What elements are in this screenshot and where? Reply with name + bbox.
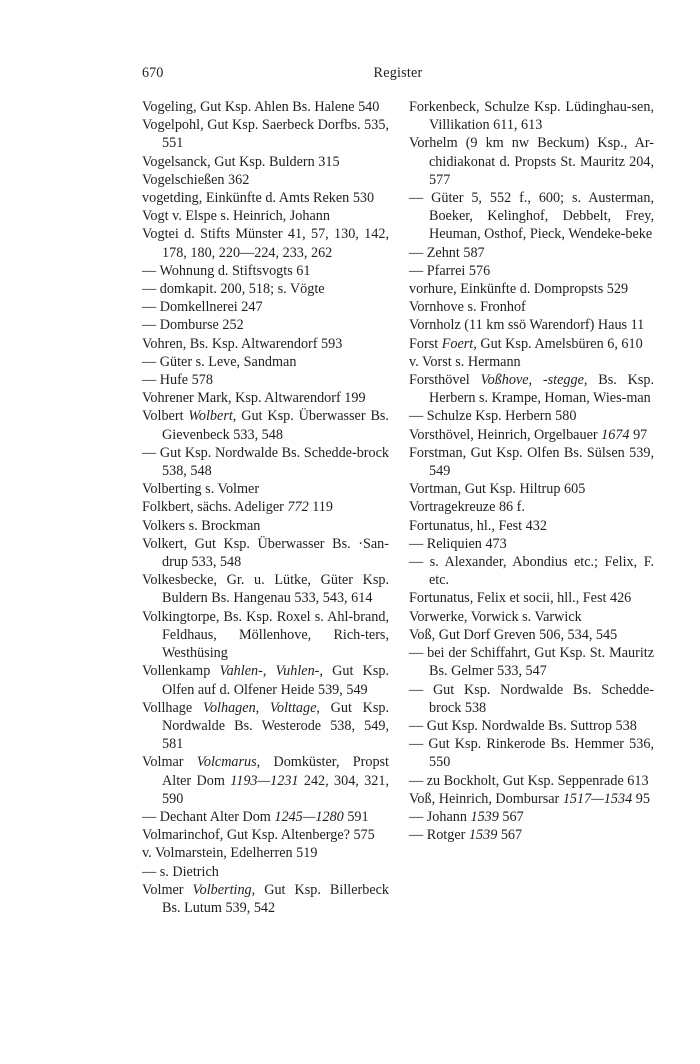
index-entry: — Rotger 1539 567 [409,827,523,844]
index-entry: Vorsthövel, Heinrich, Orgelbauer 1674 97 [409,426,648,443]
index-entry: Volkesbecke, Gr. u. Lütke, Güter Ksp. Buldern Bs. Hangenau 533, 543, 614 [142,572,389,607]
index-entry: vogetding, Einkünfte d. Amts Reken 530 [142,190,375,207]
index-entry: Vollhage Volhagen, Volttage, Gut Ksp. Nordwalde Bs. Westerode 538, 549, 581 [142,699,389,753]
index-entry: Vollenkamp Vahlen-, Vuhlen-, Gut Ksp. Olfen auf d. Olfener Heide 539, 549 [142,663,389,698]
index-entry: Voß, Gut Dorf Greven 506, 534, 545 [409,626,618,643]
index-entry: — Johann 1539 567 [409,808,524,825]
index-entry: v. Vorst s. Hermann [409,353,521,370]
index-entry: Volkert, Gut Ksp. Überwasser Bs. ·San-drup 533, 548 [142,535,389,571]
index-entry: — Gut Ksp. Nordwalde Bs. Suttrop 538 [409,717,637,734]
index-entry: Folkbert, sächs. Adeliger 772 119 [142,499,333,516]
index-entry: Volmer Volberting, Gut Ksp. Billerbeck Bs. Lutum 539, 542 [142,881,390,916]
index-entry: v. Volmarstein, Edelherren 519 [142,845,318,862]
index-entry: Fortunatus, hl., Fest 432 [409,517,547,534]
index-entry: Fortunatus, Felix et socii, hll., Fest 426 [409,590,632,607]
index-column-right [409,98,654,844]
index-column-left [142,98,389,917]
index-entry: — Güter 5, 552 f., 600; s. Austerman, Boeker, Kelinghof, Debbelt, Frey, Heuman, Osthof, Pieck, Wendeke-beke [409,190,654,243]
page-header [142,64,654,84]
running-head: Register [373,65,423,81]
index-entry: — Schulze Ksp. Herbern 580 [409,408,577,425]
index-entry: Vogeling, Gut Ksp. Ahlen Bs. Halene 540 [142,99,380,115]
index-entry: Volmar Volcmarus, Domküster, Propst Alter Dom 1193—1231 242, 304, 321, 590 [142,754,390,807]
index-entry: Vorhelm (9 km nw Beckum) Ksp., Ar-chidiakonat d. Propsts St. Mauritz 204, 577 [409,135,654,188]
index-entry: Vogelschießen 362 [142,171,250,188]
index-entry: — Domkellnerei 247 [142,299,263,316]
index-entry: Forsthövel Voßhove, -stegge, Bs. Ksp. Herbern s. Krampe, Homan, Wies-man [409,372,654,407]
index-entry: — s. Dietrich [142,863,219,880]
index-entry: Volkers s. Brockman [142,517,261,534]
index-entry: Volbert Wolbert, Gut Ksp. Überwasser Bs. Gievenbeck 533, 548 [142,408,389,443]
index-entry: — Pfarrei 576 [409,262,491,279]
index-entry: Volberting s. Volmer [142,481,260,498]
index-entry: — Güter s. Leve, Sandman [142,353,297,370]
index-entry: — Gut Ksp. Nordwalde Bs. Schedde-brock 538 [409,681,654,716]
index-entry: Voß, Heinrich, Dombursar 1517—1534 95 [409,790,650,807]
index-entry: Vornhove s. Fronhof [409,299,526,316]
index-entry: Vohrener Mark, Ksp. Altwarendorf 199 [142,390,366,407]
index-entry: Forstman, Gut Ksp. Olfen Bs. Sülsen 539, 549 [409,444,654,480]
index-entry: Volkingtorpe, Bs. Ksp. Roxel s. Ahl-brand, Feldhaus, Möllenhove, Rich-ters, Westhüsing [142,608,389,662]
index-entry: Vorwerke, Vorwick s. Varwick [409,608,582,625]
index-entry: — Gut Ksp. Rinkerode Bs. Hemmer 536, 550 [409,736,654,771]
index-entry: — Hufe 578 [142,372,213,389]
page-number: 670 [142,65,164,81]
index-entry: Vogelsanck, Gut Ksp. Buldern 315 [142,153,340,170]
index-entry: Forkenbeck, Schulze Ksp. Lüdinghau-sen, Villikation 611, 613 [409,99,654,134]
index-entry: Vogt v. Elspe s. Heinrich, Johann [142,208,330,225]
index-entry: — Domburse 252 [142,317,244,334]
index-entry: Vortragekreuze 86 f. [409,499,525,516]
index-entry: Vogelpohl, Gut Ksp. Saerbeck Dorfbs. 535, 551 [142,117,389,152]
index-entry: — domkapit. 200, 518; s. Vögte [142,281,325,298]
index-entry: — Reliquien 473 [409,535,507,552]
index-entry: — Dechant Alter Dom 1245—1280 591 [142,808,369,825]
index-entry: Vornholz (11 km ssö Warendorf) Haus 11 [409,317,645,334]
index-entry: — Gut Ksp. Nordwalde Bs. Schedde-brock 538, 548 [142,444,389,480]
index-entry: — s. Alexander, Abondius etc.; Felix, F. etc. [409,554,654,589]
index-entry: Vohren, Bs. Ksp. Altwarendorf 593 [142,335,343,352]
index-entry: — zu Bockholt, Gut Ksp. Seppenrade 613 [409,772,649,789]
index-entry: — Zehnt 587 [409,244,485,261]
index-entry: Vogtei d. Stifts Münster 41, 57, 130, 142, 178, 180, 220—224, 233, 262 [142,226,389,261]
index-entry: Volmarinchof, Gut Ksp. Altenberge? 575 [142,827,375,844]
index-entry: Forst Foert, Gut Ksp. Amelsbüren 6, 610 [409,335,643,352]
index-entry: — bei der Schiffahrt, Gut Ksp. St. Mauritz Bs. Gelmer 533, 547 [409,645,654,680]
index-entry: — Wohnung d. Stiftsvogts 61 [142,262,311,279]
index-entry: vorhure, Einkünfte d. Dompropsts 529 [409,281,629,298]
index-entry: Vortman, Gut Ksp. Hiltrup 605 [409,481,586,498]
